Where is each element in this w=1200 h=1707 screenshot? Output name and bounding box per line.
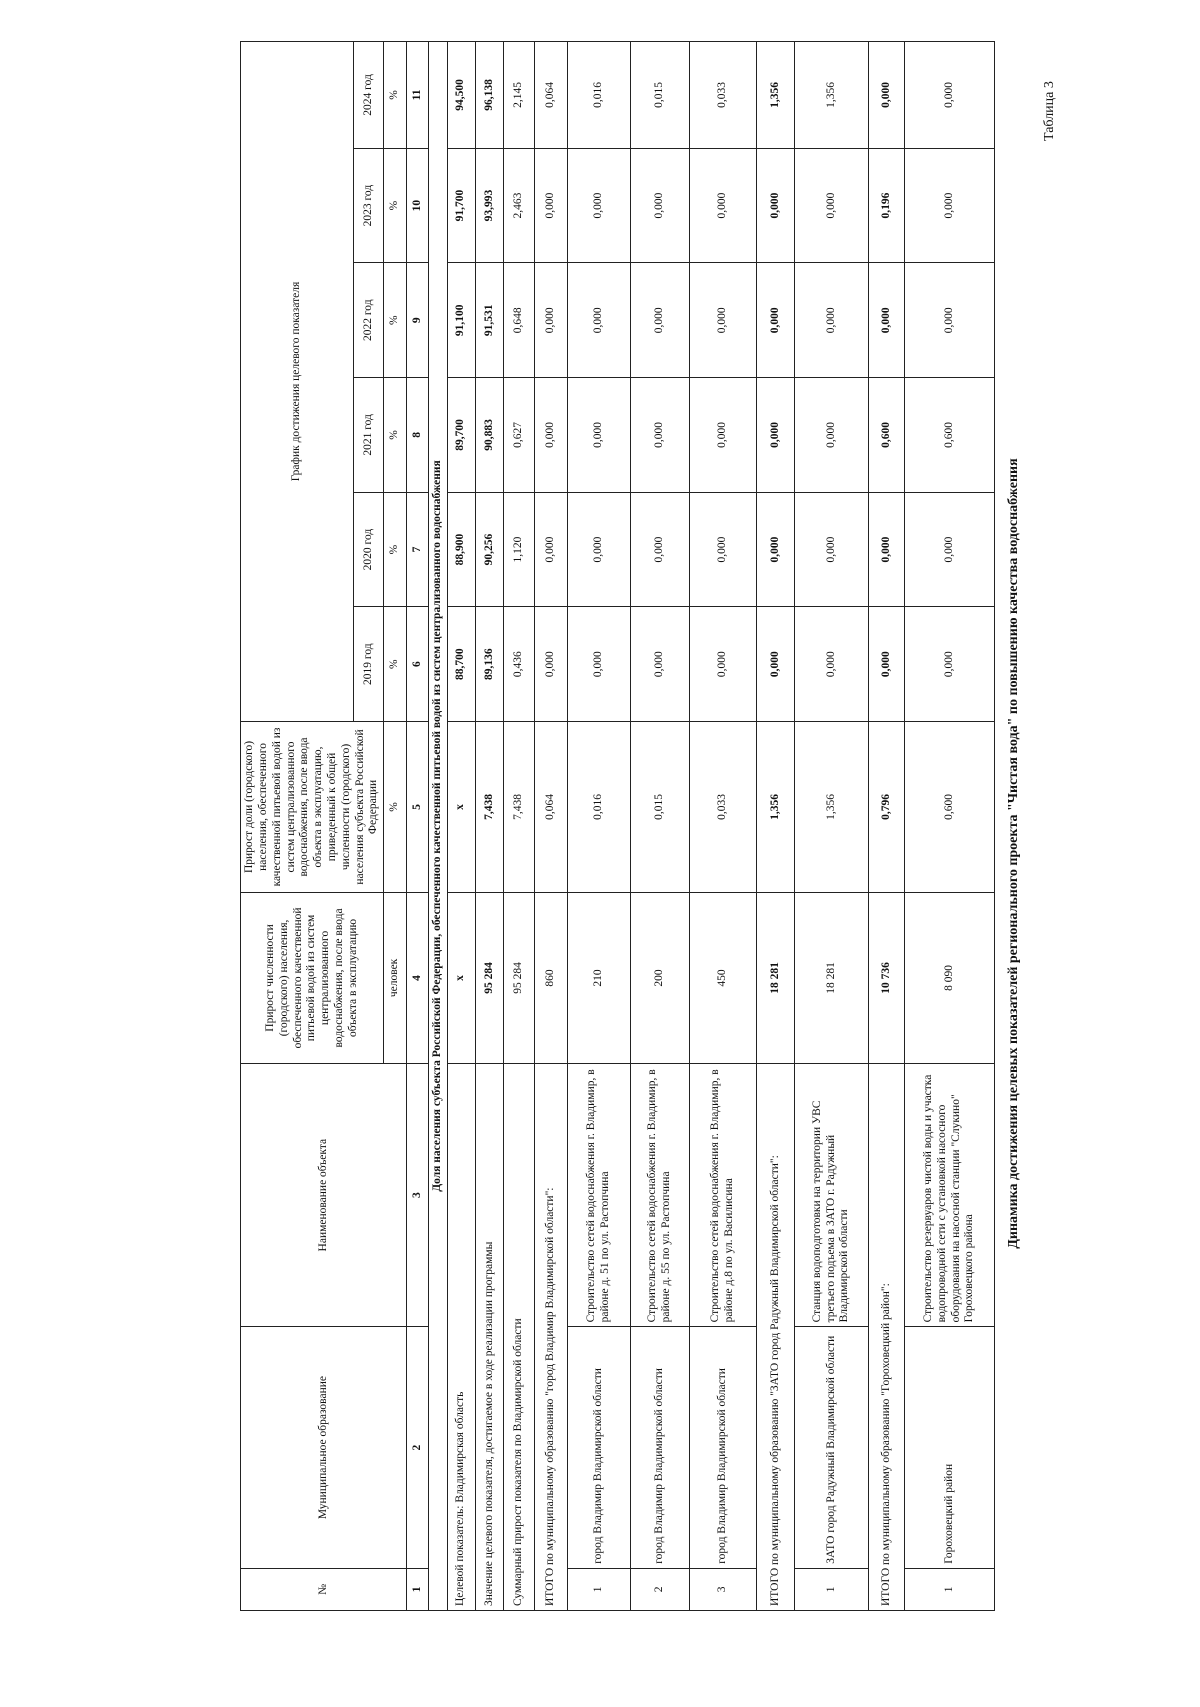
year-value: 0,000 (630, 492, 689, 607)
column-number: 8 (406, 378, 428, 493)
table-label: Таблица 3 (1042, 81, 1057, 141)
header-year: 2023 год (354, 148, 384, 263)
year-value: 0,000 (567, 492, 630, 607)
column-number: 5 (406, 721, 428, 892)
column-number: 9 (406, 263, 428, 378)
year-value: 96,138 (475, 42, 503, 149)
summary-label: Суммарный прирост показателя по Владимирской области (504, 1063, 535, 1610)
year-value: 1,120 (504, 492, 535, 607)
year-value: 0,000 (534, 607, 567, 722)
share-value: 0,796 (868, 721, 905, 892)
year-value: 0,000 (630, 263, 689, 378)
year-value: 0,000 (756, 378, 795, 493)
pop-value: 8 090 (905, 892, 995, 1063)
group-total-row (868, 42, 905, 1611)
year-value: 0,000 (689, 378, 756, 493)
column-number: 1 (406, 1568, 428, 1610)
pop-value: 200 (630, 892, 689, 1063)
results-table (240, 41, 995, 1611)
unit-year: % (384, 378, 406, 493)
row-object-name: Строительство резервуаров чистой воды и участка водопроводной сети с установкой насосного оборудования на насосной станции "Слукино" Гороховецкого района (905, 1063, 995, 1326)
header-year: 2021 год (354, 378, 384, 493)
year-value: 0,000 (689, 263, 756, 378)
year-value: 0,033 (689, 42, 756, 149)
year-value: 0,000 (868, 42, 905, 149)
row-num: 1 (795, 1568, 868, 1610)
share-value: 1,356 (756, 721, 795, 892)
year-value: 0,000 (534, 492, 567, 607)
year-value: 0,000 (567, 263, 630, 378)
year-value: 0,436 (504, 607, 535, 722)
row-object-name: Строительство сетей водоснабжения г. Владимир, в районе д. 55 по ул. Растопчина (630, 1063, 689, 1326)
object-row (567, 42, 630, 1611)
share-value: 7,438 (504, 721, 535, 892)
year-value: 0,648 (504, 263, 535, 378)
row-num: 3 (689, 1568, 756, 1610)
header-num: № (241, 1568, 407, 1610)
year-value: 91,100 (447, 263, 475, 378)
group-total-row (534, 42, 567, 1611)
row-object-name: Строительство сетей водоснабжения г. Владимир, в районе д.8 по ул. Василисина (689, 1063, 756, 1326)
year-value: 0,000 (905, 492, 995, 607)
year-value: 90,256 (475, 492, 503, 607)
unit-year: % (384, 263, 406, 378)
pop-value: 18 281 (756, 892, 795, 1063)
year-value: 0,000 (534, 148, 567, 263)
year-value: 0,000 (630, 148, 689, 263)
header-year: 2020 год (354, 492, 384, 607)
row-municipality: город Владимир Владимирской области (567, 1327, 630, 1568)
share-value: 7,438 (475, 721, 503, 892)
row-municipality: Гороховецкий район (905, 1327, 995, 1568)
summary-row (475, 42, 503, 1611)
year-value: 0,000 (905, 263, 995, 378)
column-number: 11 (406, 42, 428, 149)
header-year: 2024 год (354, 42, 384, 149)
year-value: 0,000 (689, 148, 756, 263)
share-value: 0,016 (567, 721, 630, 892)
year-value: 0,000 (630, 607, 689, 722)
year-value: 0,000 (905, 42, 995, 149)
summary-row (504, 42, 535, 1611)
unit-pop: человек (384, 892, 406, 1063)
pop-value: 210 (567, 892, 630, 1063)
object-row (905, 42, 995, 1611)
row-num: 1 (905, 1568, 995, 1610)
row-object-name: Строительство сетей водоснабжения г. Владимир, в районе д. 51 по ул. Растопчина (567, 1063, 630, 1326)
summary-row (447, 42, 475, 1611)
row-municipality: город Владимир Владимирской области (630, 1327, 689, 1568)
year-value: 0,015 (630, 42, 689, 149)
section-title: Доля населения субъекта Российской Федерации, обеспеченного качественной питьевой водой из систем централизованного водоснабжения (429, 42, 447, 1611)
results-table-wrap (240, 41, 995, 1611)
year-value: 89,136 (475, 607, 503, 722)
group-total-label: ИТОГО по муниципальному образованию "Гороховецкий район": (868, 1063, 905, 1610)
column-number: 6 (406, 607, 428, 722)
header-schedule: График достижения целевого показателя (241, 42, 354, 722)
column-number: 7 (406, 492, 428, 607)
row-num: 2 (630, 1568, 689, 1610)
year-value: 91,531 (475, 263, 503, 378)
pop-value: x (447, 892, 475, 1063)
pop-value: 10 736 (868, 892, 905, 1063)
year-value: 0,000 (689, 607, 756, 722)
year-value: 0,000 (534, 263, 567, 378)
share-value: 1,356 (795, 721, 868, 892)
share-value: 0,064 (534, 721, 567, 892)
year-value: 0,016 (567, 42, 630, 149)
header-municipality: Муниципальное образование (241, 1327, 407, 1568)
group-total-row (756, 42, 795, 1611)
group-total-label: ИТОГО по муниципальному образованию "ЗАТО город Радужный Владимирской области": (756, 1063, 795, 1610)
object-row (630, 42, 689, 1611)
year-value: 88,900 (447, 492, 475, 607)
share-value: 0,033 (689, 721, 756, 892)
share-value: 0,015 (630, 721, 689, 892)
header-object-name: Наименование объекта (241, 1063, 407, 1326)
year-value: 0,000 (756, 492, 795, 607)
column-number: 10 (406, 148, 428, 263)
pop-value: 450 (689, 892, 756, 1063)
column-number: 3 (406, 1063, 428, 1326)
year-value: 94,500 (447, 42, 475, 149)
year-value: 0,000 (534, 378, 567, 493)
year-value: 0,000 (689, 492, 756, 607)
year-value: 0,000 (868, 607, 905, 722)
pop-value: 95 284 (475, 892, 503, 1063)
year-value: 89,700 (447, 378, 475, 493)
year-value: 0,600 (905, 378, 995, 493)
year-value: 0,000 (567, 378, 630, 493)
unit-year: % (384, 148, 406, 263)
year-value: 0,000 (795, 148, 868, 263)
row-num: 1 (567, 1568, 630, 1610)
year-value: 0,000 (795, 263, 868, 378)
summary-label: Целевой показатель: Владимирская область (447, 1063, 475, 1610)
document-title: Динамика достижения целевых показателей регионального проекта "Чистая вода" по повышению качества водоснабжения (1006, 458, 1021, 1249)
row-municipality: город Владимир Владимирской области (689, 1327, 756, 1568)
object-row (795, 42, 868, 1611)
summary-label: Значение целевого показателя, достигаемое в ходе реализации программы (475, 1063, 503, 1610)
object-row (689, 42, 756, 1611)
unit-year: % (384, 492, 406, 607)
column-number: 4 (406, 892, 428, 1063)
year-value: 0,000 (868, 263, 905, 378)
year-value: 0,196 (868, 148, 905, 263)
year-value: 0,000 (795, 378, 868, 493)
year-value: 1,356 (756, 42, 795, 149)
year-value: 0,000 (756, 148, 795, 263)
year-value: 2,463 (504, 148, 535, 263)
year-value: 1,356 (795, 42, 868, 149)
share-value: x (447, 721, 475, 892)
year-value: 0,000 (795, 607, 868, 722)
year-value: 93,993 (475, 148, 503, 263)
pop-value: 18 281 (795, 892, 868, 1063)
year-value: 88,700 (447, 607, 475, 722)
year-value: 0,627 (504, 378, 535, 493)
year-value: 0,000 (905, 148, 995, 263)
year-value: 0,000 (868, 492, 905, 607)
row-object-name: Станция водоподготовки на территории УВС третьего подъема в ЗАТО г. Радужный Владимирской области (795, 1063, 868, 1326)
year-value: 0,600 (868, 378, 905, 493)
header-year: 2022 год (354, 263, 384, 378)
unit-year: % (384, 42, 406, 149)
unit-year: % (384, 607, 406, 722)
year-value: 0,000 (905, 607, 995, 722)
year-value: 0,000 (795, 492, 868, 607)
header-share-growth: Прирост доли (городского) населения, обеспеченного качественной питьевой водой из систем централизованного водоснабжения, после ввода объекта в эксплуатацию, приведенный к общей численности (городского) населения субъекта Российской Федерации (241, 721, 384, 892)
pop-value: 95 284 (504, 892, 535, 1063)
year-value: 91,700 (447, 148, 475, 263)
year-value: 90,883 (475, 378, 503, 493)
year-value: 0,000 (756, 263, 795, 378)
year-value: 0,064 (534, 42, 567, 149)
row-municipality: ЗАТО город Радужный Владимирской области (795, 1327, 868, 1568)
year-value: 0,000 (567, 607, 630, 722)
group-total-label: ИТОГО по муниципальному образованию "город Владимир Владимирской области": (534, 1063, 567, 1610)
header-pop-growth: Прирост численности (городского) населения, обеспеченного качественной питьевой водой из систем централизованного водоснабжения, после ввода объекта в эксплуатацию (241, 892, 384, 1063)
year-value: 0,000 (630, 378, 689, 493)
share-value: 0,600 (905, 721, 995, 892)
column-number: 2 (406, 1327, 428, 1568)
year-value: 0,000 (567, 148, 630, 263)
year-value: 0,000 (756, 607, 795, 722)
unit-share: % (384, 721, 406, 892)
pop-value: 860 (534, 892, 567, 1063)
year-value: 2,145 (504, 42, 535, 149)
header-year: 2019 год (354, 607, 384, 722)
